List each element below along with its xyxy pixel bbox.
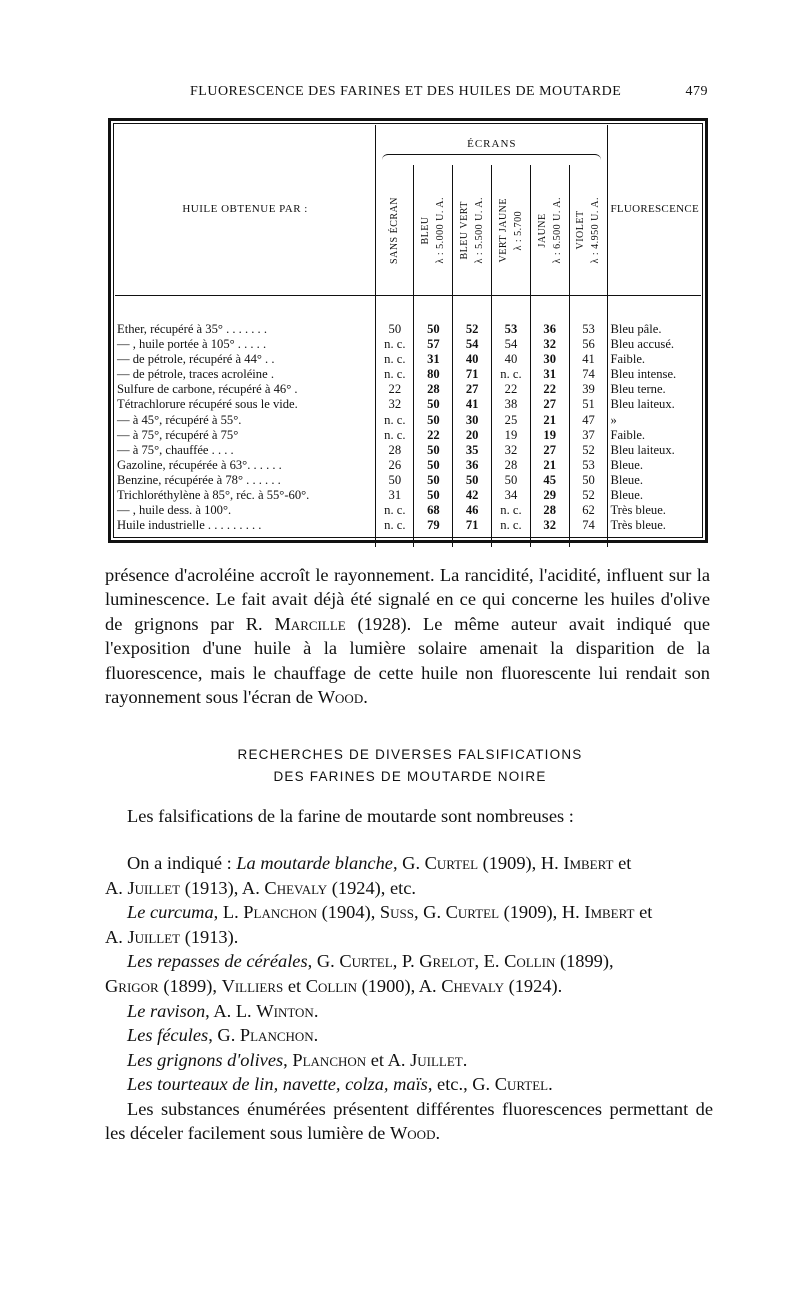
fluorescence-table (115, 125, 701, 547)
value-cell: 71 (453, 367, 492, 382)
fluorescence-cell: Très bleue. (608, 518, 701, 533)
table-row (115, 458, 701, 473)
fluorescence-cell: Bleu intense. (608, 367, 701, 382)
value-cell: 50 (414, 413, 453, 428)
value-cell: 46 (453, 503, 492, 518)
value-cell: 50 (376, 322, 414, 337)
fluorescence-column-header: FLUORESCENCE (608, 125, 701, 296)
screen-name: VIOLET (575, 210, 587, 250)
text: (1924). (504, 975, 563, 996)
text: (1899), (555, 951, 614, 972)
italic-term: Les grignons d'olives (127, 1049, 284, 1070)
data-table-frame (108, 118, 708, 543)
fluorescence-cell: Faible. (608, 428, 701, 443)
value-cell: n. c. (492, 503, 531, 518)
paragraph-text-a: présence d'acroléine accroît le rayonnement. La rancidité, l'acidité, influent sur la luminescence. Le fait avait déjà été signalé en ce qui concerne les huiles d'olive de grignons par R. (105, 565, 710, 634)
value-cell: 30 (530, 352, 569, 367)
list-line-7 (105, 999, 715, 1024)
table-header-row-top (115, 125, 701, 165)
table-row (115, 518, 701, 533)
value-cell: n. c. (376, 413, 414, 428)
value-cell: 28 (376, 443, 414, 458)
text: (1913). (180, 926, 239, 947)
text: (1924), etc. (327, 877, 417, 898)
value-cell: 40 (492, 352, 531, 367)
table-row (115, 397, 701, 412)
value-cell: 31 (414, 352, 453, 367)
value-cell: 41 (453, 397, 492, 412)
huile-column-header: HUILE OBTENUE PAR : (115, 125, 376, 296)
text: . (548, 1074, 553, 1095)
oil-label: — de pétrole, traces acroléine . (115, 367, 376, 382)
value-cell: 27 (530, 397, 569, 412)
oil-label: — à 75°, récupéré à 75° (115, 428, 376, 443)
value-cell: 21 (530, 458, 569, 473)
value-cell: 74 (569, 518, 608, 533)
italic-term: La moutarde blanche (236, 853, 393, 873)
rule-cell (414, 296, 453, 323)
text: . (313, 1000, 319, 1021)
value-cell: 36 (530, 322, 569, 337)
value-cell: 32 (530, 337, 569, 352)
rule-cell (530, 296, 569, 323)
value-cell: n. c. (376, 352, 414, 367)
value-cell: 37 (569, 428, 608, 443)
value-cell: 52 (453, 322, 492, 337)
value-cell: 20 (453, 428, 492, 443)
value-cell: 74 (569, 367, 608, 382)
value-cell: 31 (376, 488, 414, 503)
author-name: Winton (256, 1000, 314, 1021)
value-cell: 54 (492, 337, 531, 352)
screen-name: VERT JAUNE (497, 197, 509, 263)
screen-column-header (569, 165, 608, 296)
text: et A. (366, 1049, 411, 1070)
table-row (115, 322, 701, 337)
text: , P. (392, 951, 420, 972)
pad-cell (453, 533, 492, 547)
rule-cell (115, 296, 376, 323)
list-line-3 (105, 900, 715, 925)
screen-column-header (414, 165, 453, 296)
value-cell: 53 (569, 322, 608, 337)
rule-cell (453, 296, 492, 323)
value-cell: 50 (492, 473, 531, 488)
list-line-6 (105, 974, 715, 999)
value-cell: 32 (530, 518, 569, 533)
value-cell: 52 (569, 443, 608, 458)
text: (1909), H. (499, 902, 585, 923)
italic-term: Le ravison (127, 1000, 206, 1021)
value-cell: 35 (453, 443, 492, 458)
pad-cell (492, 533, 531, 547)
text: (1899), (158, 975, 222, 996)
value-cell: 56 (569, 337, 608, 352)
rule-cell (492, 296, 531, 323)
screen-name: BLEU (420, 215, 432, 245)
text: , L. (213, 902, 244, 923)
author-name: Juillet (127, 877, 181, 898)
oil-label: Huile industrielle . . . . . . . . . (115, 518, 376, 533)
text: , (283, 1049, 293, 1070)
value-cell: 26 (376, 458, 414, 473)
screen-wavelength: λ : 5.700 (512, 210, 524, 250)
value-cell: 36 (453, 458, 492, 473)
screen-name: SANS ÉCRAN (389, 196, 401, 264)
running-title: FLUORESCENCE DES FARINES ET DES HUILES DE MOUTARDE (190, 84, 622, 99)
value-cell: 50 (414, 322, 453, 337)
value-cell: 53 (492, 322, 531, 337)
value-cell: 21 (530, 413, 569, 428)
oil-label: — à 45°, récupéré à 55°. (115, 413, 376, 428)
table-end-row (115, 533, 701, 547)
page-number: 479 (685, 84, 708, 99)
fluorescence-cell: Bleue. (608, 488, 701, 503)
author-name: Chevaly (264, 877, 328, 898)
value-cell: 50 (569, 473, 608, 488)
section-heading-line1: RECHERCHES DE DIVERSES FALSIFICATIONS (237, 747, 583, 762)
list-line-9 (105, 1048, 715, 1073)
ecrans-label: ÉCRANS (467, 138, 517, 151)
author-marcille: Marcille (274, 613, 346, 634)
list-line-5 (105, 949, 715, 974)
oil-label: Sulfure de carbone, récupéré à 46° . (115, 382, 376, 397)
value-cell: 28 (492, 458, 531, 473)
intro-line (105, 804, 710, 828)
oil-label: — , huile portée à 105° . . . . . (115, 337, 376, 352)
list-line-8 (105, 1023, 715, 1048)
value-cell: 28 (414, 382, 453, 397)
screen-column-label (387, 197, 402, 264)
fluorescence-cell: Faible. (608, 352, 701, 367)
text: A. (105, 877, 128, 898)
value-cell: 22 (492, 382, 531, 397)
table-rule-row (115, 296, 701, 323)
text: . (462, 1049, 468, 1070)
screen-wavelength: λ : 5.000 U. A. (435, 196, 447, 264)
text: , G. (392, 853, 425, 873)
value-cell: 45 (530, 473, 569, 488)
text: et (283, 975, 306, 996)
value-cell: 51 (569, 397, 608, 412)
list-line-2 (105, 876, 715, 901)
screen-column-label (496, 198, 526, 263)
value-cell: 42 (453, 488, 492, 503)
value-cell: 27 (453, 382, 492, 397)
closing-end: . (435, 1123, 441, 1144)
text: A. (105, 926, 128, 947)
value-cell: 38 (492, 397, 531, 412)
text: , G. (307, 951, 340, 972)
author-name: Imbert (563, 853, 614, 873)
value-cell: 29 (530, 488, 569, 503)
fluorescence-cell: Bleue. (608, 458, 701, 473)
value-cell: 71 (453, 518, 492, 533)
author-name: Planchon (243, 902, 318, 923)
oil-label: Benzine, récupérée à 78° . . . . . . (115, 473, 376, 488)
value-cell: n. c. (492, 367, 531, 382)
closing-text: Les substances énumérées présentent différentes fluorescences permettant de les déceler facilement sous lumière de (105, 1099, 713, 1144)
table-row (115, 337, 701, 352)
author-name: Imbert (584, 902, 635, 923)
section-heading (110, 744, 710, 788)
oil-label: Ether, récupéré à 35° . . . . . . . (115, 322, 376, 337)
fluorescence-cell: Bleue. (608, 473, 701, 488)
pad-cell (376, 533, 414, 547)
author-name: Planchon (292, 1049, 367, 1070)
value-cell: 57 (414, 337, 453, 352)
table-row (115, 382, 701, 397)
pad-cell (569, 533, 608, 547)
author-name: Curtel (339, 951, 393, 972)
ecrans-brace (382, 154, 601, 161)
screen-wavelength: λ : 5.500 U. A. (474, 196, 486, 264)
value-cell: 53 (569, 458, 608, 473)
fluorescence-cell: Très bleue. (608, 503, 701, 518)
author-name: Juillet (410, 1049, 463, 1070)
screen-name: JAUNE (536, 212, 548, 248)
paragraph-text-b: (1928). Le même auteur avait indiqué que l'exposition d'une huile à la lumière solaire amenait la disparition de la fluorescence, mais le chauffage de cette huile non fluorescente lui rendait son rayonnement sous l'écran de (105, 613, 710, 708)
italic-term: Le curcuma (127, 902, 214, 923)
screen-column-label (573, 197, 603, 264)
value-cell: 50 (414, 458, 453, 473)
value-cell: 25 (492, 413, 531, 428)
text: , G. (413, 902, 446, 923)
rule-cell (376, 296, 414, 323)
screen-column-label (457, 197, 487, 264)
section-heading-line2: DES FARINES DE MOUTARDE NOIRE (273, 769, 547, 784)
closing-paragraph (105, 1097, 713, 1146)
table-body (115, 296, 701, 548)
text: (1909), H. (478, 853, 564, 873)
pad-cell (530, 533, 569, 547)
list-line-1 (105, 851, 715, 876)
paragraph-rancidity (105, 563, 710, 709)
value-cell: n. c. (376, 428, 414, 443)
value-cell: n. c. (376, 518, 414, 533)
intro-text: Les falsifications de la farine de moutarde sont nombreuses : (127, 806, 574, 826)
value-cell: 19 (492, 428, 531, 443)
value-cell: 50 (414, 443, 453, 458)
fluorescence-cell: Bleu laiteux. (608, 443, 701, 458)
author-name: Grigor (105, 975, 159, 996)
value-cell: n. c. (376, 337, 414, 352)
author-name: Planchon (239, 1025, 314, 1046)
value-cell: 41 (569, 352, 608, 367)
text: (1900), A. (356, 975, 442, 996)
author-name: Curtel (445, 902, 500, 923)
screen-column-header (492, 165, 531, 296)
author-name: Juillet (127, 926, 181, 947)
falsification-list (105, 851, 715, 1097)
author-wood: Wood (317, 687, 364, 708)
italic-term: Les repasses de céréales (127, 951, 308, 972)
value-cell: 68 (414, 503, 453, 518)
value-cell: 22 (414, 428, 453, 443)
table-row (115, 488, 701, 503)
value-cell: 19 (530, 428, 569, 443)
value-cell: 28 (530, 503, 569, 518)
author-wood: Wood (389, 1123, 436, 1144)
paragraph-text-c: . (363, 687, 368, 708)
value-cell: 50 (453, 473, 492, 488)
screen-column-label (535, 197, 565, 264)
value-cell: 80 (414, 367, 453, 382)
value-cell: 22 (530, 382, 569, 397)
text: et (613, 853, 632, 873)
author-name: Curtel (494, 1074, 549, 1095)
fluorescence-cell: Bleu terne. (608, 382, 701, 397)
oil-label: Gazoline, récupérée à 63°. . . . . . (115, 458, 376, 473)
author-name: Curtel (424, 853, 479, 873)
italic-term: Les tourteaux de lin, navette, colza, maïs (127, 1074, 428, 1095)
value-cell: 31 (530, 367, 569, 382)
value-cell: 79 (414, 518, 453, 533)
screen-column-header (530, 165, 569, 296)
text: (1913), A. (180, 877, 265, 898)
fluorescence-cell: » (608, 413, 701, 428)
text: , A. L. (205, 1000, 257, 1021)
ecrans-group-header (376, 125, 608, 165)
text: , G. (208, 1025, 240, 1046)
oil-label: Tétrachlorure récupéré sous le vide. (115, 397, 376, 412)
value-cell: 40 (453, 352, 492, 367)
value-cell: 30 (453, 413, 492, 428)
table-row (115, 473, 701, 488)
text: On a indiqué : (127, 853, 237, 873)
table-row (115, 367, 701, 382)
screen-column-header (376, 165, 414, 296)
value-cell: 39 (569, 382, 608, 397)
value-cell: 52 (569, 488, 608, 503)
rule-cell (569, 296, 608, 323)
oil-label: — , huile dess. à 100°. (115, 503, 376, 518)
pad-cell (414, 533, 453, 547)
fluorescence-cell: Bleu laiteux. (608, 397, 701, 412)
value-cell: 22 (376, 382, 414, 397)
text: (1904), (317, 902, 380, 923)
table-row (115, 413, 701, 428)
screen-column-label (418, 197, 448, 264)
value-cell: 54 (453, 337, 492, 352)
value-cell: n. c. (492, 518, 531, 533)
oil-label: Trichloréthylène à 85°, réc. à 55°-60°. (115, 488, 376, 503)
list-line-10 (105, 1072, 715, 1097)
oil-label: — de pétrole, récupéré à 44° . . (115, 352, 376, 367)
pad-cell (608, 533, 701, 547)
fluorescence-cell: Bleu pâle. (608, 322, 701, 337)
screen-wavelength: λ : 4.950 U. A. (590, 196, 602, 264)
text: . (313, 1025, 319, 1046)
value-cell: 47 (569, 413, 608, 428)
text: , etc., G. (427, 1074, 495, 1095)
page-header (110, 84, 710, 104)
value-cell: 32 (376, 397, 414, 412)
italic-term: Les fécules (127, 1025, 209, 1046)
value-cell: n. c. (376, 367, 414, 382)
pad-cell (115, 533, 376, 547)
value-cell: 27 (530, 443, 569, 458)
author-name: Villiers (221, 975, 284, 996)
oil-label: — à 75°, chauffée . . . . (115, 443, 376, 458)
author-name: Chevaly (441, 975, 504, 996)
value-cell: 50 (414, 488, 453, 503)
table-row (115, 428, 701, 443)
text: et (634, 902, 653, 923)
table-row (115, 352, 701, 367)
rule-cell (608, 296, 701, 323)
author-name: Collin (504, 951, 556, 972)
value-cell: 50 (376, 473, 414, 488)
screen-name: BLEU VERT (459, 200, 471, 260)
value-cell: 50 (414, 397, 453, 412)
table-row (115, 443, 701, 458)
value-cell: n. c. (376, 503, 414, 518)
screen-wavelength: λ : 6.500 U. A. (551, 196, 563, 264)
fluorescence-cell: Bleu accusé. (608, 337, 701, 352)
value-cell: 32 (492, 443, 531, 458)
list-line-4 (105, 925, 715, 950)
author-name: Suss (379, 902, 414, 923)
value-cell: 34 (492, 488, 531, 503)
author-name: Grelot (419, 951, 475, 972)
text: , E. (474, 951, 505, 972)
table-row (115, 503, 701, 518)
value-cell: 62 (569, 503, 608, 518)
screen-column-header (453, 165, 492, 296)
author-name: Collin (305, 975, 357, 996)
value-cell: 50 (414, 473, 453, 488)
